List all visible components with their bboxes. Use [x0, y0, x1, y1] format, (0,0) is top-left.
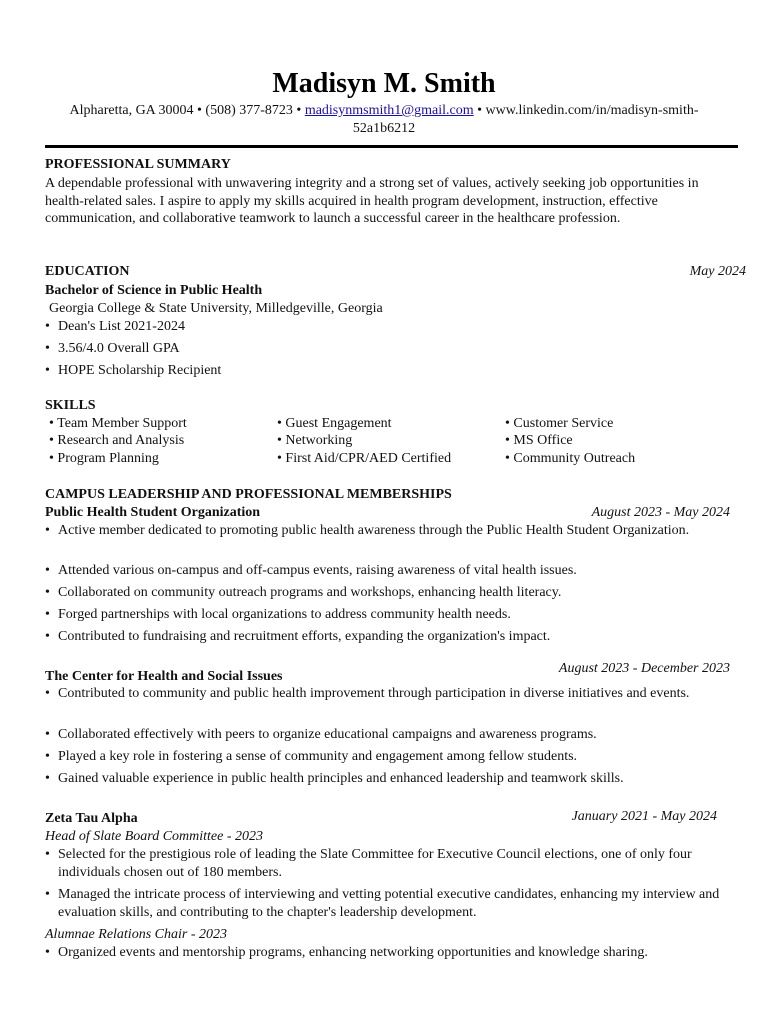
education-bullet [45, 318, 730, 336]
org-bullet [45, 584, 730, 602]
skill-label: Program Planning [57, 451, 159, 466]
bullet-dot: • [45, 523, 50, 538]
bullet-dot: • [45, 887, 50, 902]
org-bullet [45, 522, 730, 540]
org-date: August 2023 - May 2024 [591, 505, 730, 520]
bullet-dot: • [45, 319, 50, 334]
bullet-dot: • [45, 363, 50, 378]
bullet-dot: • [45, 749, 50, 764]
bullet-text: Collaborated effectively with peers to organize educational campaigns and awareness programs. [58, 727, 597, 742]
bullet-dot: • [45, 945, 50, 960]
bullet-dot: • [45, 563, 50, 578]
contact-linkedin: • www.linkedin.com/in/madisyn-smith-52a1b6212 [352, 103, 699, 136]
header-divider [45, 145, 738, 148]
bullet-dot: • [45, 341, 50, 356]
skill-item [505, 450, 635, 468]
bullet-dot: • [49, 433, 54, 448]
bullet-dot: • [277, 416, 282, 431]
org-bullet [45, 628, 730, 646]
bullet-text: Organized events and mentorship programs, enhancing networking opportunities and knowledge sharing. [58, 945, 648, 960]
skill-label: MS Office [513, 433, 573, 448]
bullet-text: Gained valuable experience in public health principles and enhanced leadership and teamwork skills. [58, 771, 624, 786]
org-bullet [45, 562, 730, 580]
education-bullet [45, 340, 730, 358]
summary-heading: PROFESSIONAL SUMMARY [45, 157, 231, 172]
skill-item [49, 450, 159, 468]
bullet-text: Collaborated on community outreach programs and workshops, enhancing health literacy. [58, 585, 562, 600]
skill-label: Guest Engagement [285, 416, 392, 431]
bullet-text: Contributed to community and public health improvement through participation in diverse initiatives and events. [58, 686, 690, 701]
bullet-dot: • [49, 451, 54, 466]
contact-address-phone: Alpharetta, GA 30004 • (508) 377-8723 • [69, 103, 305, 118]
bullet-text: HOPE Scholarship Recipient [58, 363, 222, 378]
skill-label: Research and Analysis [57, 433, 185, 448]
skill-item [277, 432, 352, 450]
skill-label: Community Outreach [513, 451, 636, 466]
org-date: August 2023 - December 2023 [558, 661, 730, 676]
bullet-dot: • [45, 727, 50, 742]
skill-item [277, 450, 451, 468]
bullet-text: Played a key role in fostering a sense of community and engagement among fellow students. [58, 749, 578, 764]
role-bullet [45, 944, 730, 962]
bullet-text: Forged partnerships with local organizations to address community health needs. [58, 607, 511, 622]
education-school: Georgia College & State University, Milledgeville, Georgia [49, 301, 383, 316]
email-link[interactable]: madisynmsmith1@gmail.com [304, 103, 474, 118]
skill-item [505, 415, 613, 433]
resume-name: Madisyn M. Smith [272, 68, 496, 99]
skill-item [277, 415, 392, 433]
bullet-dot: • [45, 686, 50, 701]
bullet-dot: • [45, 607, 50, 622]
bullet-dot: • [277, 433, 282, 448]
bullet-dot: • [49, 416, 54, 431]
bullet-text: Dean's List 2021-2024 [58, 319, 185, 334]
bullet-text: Attended various on-campus and off-campus events, raising awareness of vital health issues. [58, 563, 577, 578]
bullet-dot: • [505, 451, 510, 466]
bullet-text: 3.56/4.0 Overall GPA [58, 341, 180, 356]
bullet-text: Managed the intricate process of interviewing and vetting potential executive candidates, enhancing my interview and evaluation skills, and contributing to the chapter's leadership development. [58, 887, 720, 920]
org-bullet [45, 685, 730, 703]
bullet-dot: • [505, 416, 510, 431]
org-name: Zeta Tau Alpha [45, 811, 138, 826]
org-bullet [45, 770, 730, 788]
bullet-text: Contributed to fundraising and recruitment efforts, expanding the organization's impact. [58, 629, 551, 644]
role-bullet [45, 886, 730, 922]
org-bullet [45, 606, 730, 624]
skill-item [49, 415, 187, 433]
bullet-dot: • [45, 585, 50, 600]
bullet-text: Selected for the prestigious role of leading the Slate Committee for Executive Council elections, one of only four individuals chosen out of 180 members. [58, 847, 692, 880]
org-date: January 2021 - May 2024 [571, 809, 717, 824]
education-degree: Bachelor of Science in Public Health [45, 283, 263, 298]
bullet-dot: • [45, 629, 50, 644]
bullet-dot: • [45, 847, 50, 862]
org-name: The Center for Health and Social Issues [45, 669, 283, 684]
skills-heading: SKILLS [45, 398, 96, 413]
skill-item [49, 432, 184, 450]
role-title: Alumnae Relations Chair - 2023 [45, 927, 227, 942]
org-name: Public Health Student Organization [45, 505, 261, 520]
skill-label: First Aid/CPR/AED Certified [285, 451, 452, 466]
skill-label: Customer Service [513, 416, 614, 431]
role-title: Head of Slate Board Committee - 2023 [45, 829, 264, 844]
bullet-dot: • [277, 451, 282, 466]
bullet-dot: • [45, 771, 50, 786]
skill-label: Team Member Support [57, 416, 187, 431]
education-bullet [45, 362, 730, 380]
skill-label: Networking [285, 433, 353, 448]
role-bullet [45, 846, 730, 882]
bullet-dot: • [505, 433, 510, 448]
org-bullet [45, 726, 730, 744]
skill-item [505, 432, 573, 450]
org-bullet [45, 748, 730, 766]
summary-text: A dependable professional with unwavering integrity and a strong set of values, actively seeking job opportunities in health-related sales. I aspire to apply my skills acquired in health program development, instruction, effective communication, and collaborative teamwork to launch a successful career in the healthcare profession. [45, 176, 699, 226]
education-heading: EDUCATION [45, 264, 130, 279]
leadership-heading: CAMPUS LEADERSHIP AND PROFESSIONAL MEMBERSHIPS [45, 487, 452, 502]
bullet-text: Active member dedicated to promoting public health awareness through the Public Health Student Organization. [58, 523, 690, 538]
contact-line [60, 102, 708, 138]
education-date: May 2024 [689, 264, 746, 279]
